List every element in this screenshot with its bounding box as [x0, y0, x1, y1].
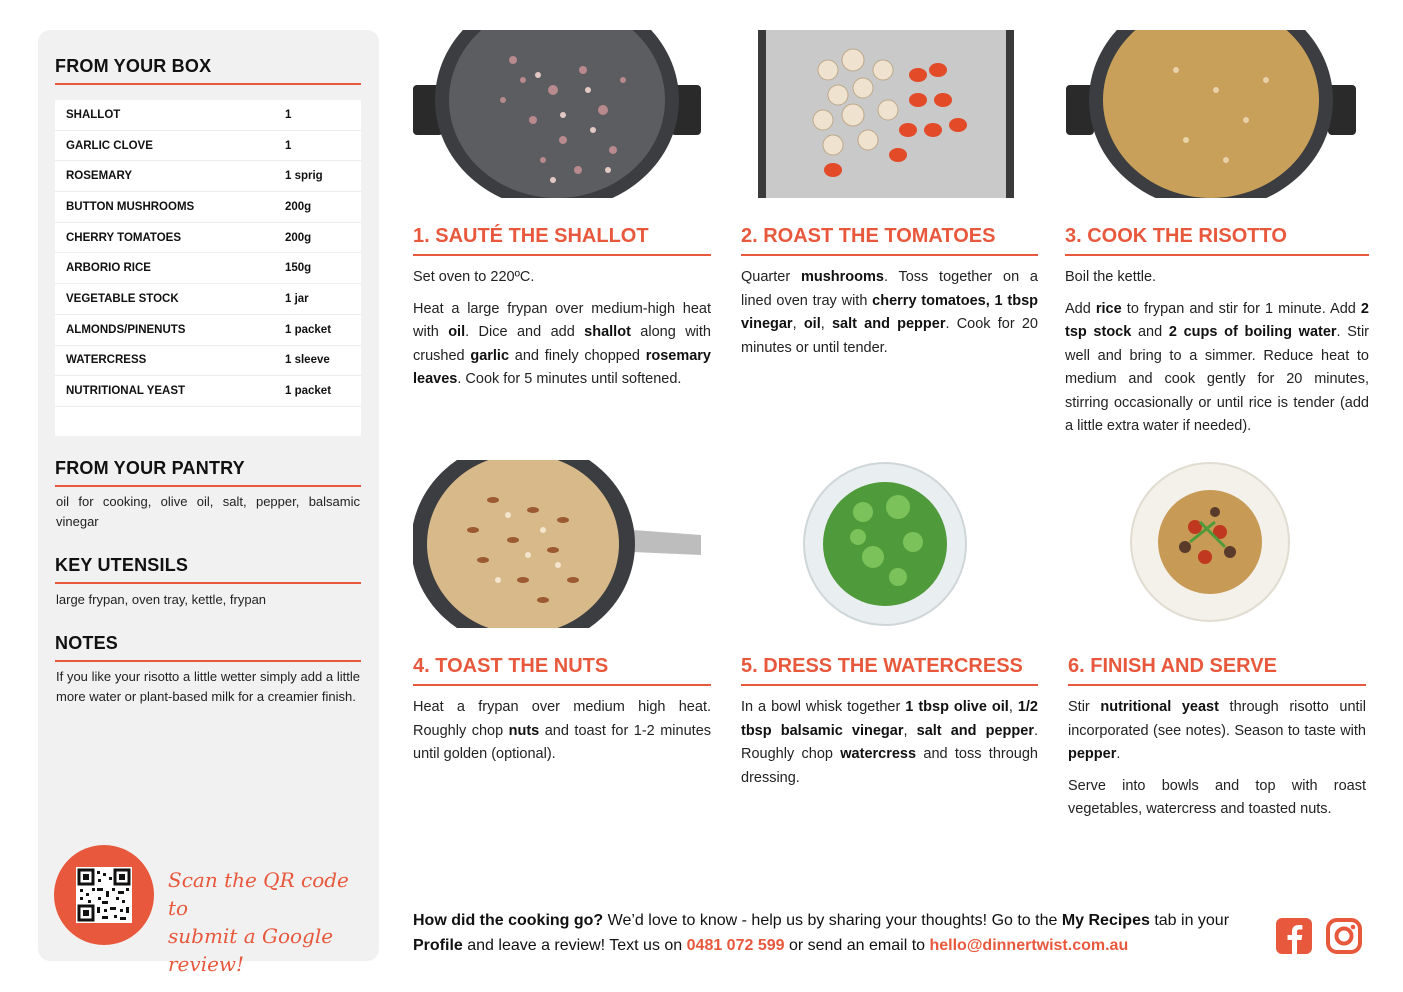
- qr-caption: [168, 866, 368, 978]
- ingredient-name: SHALLOT: [66, 108, 121, 121]
- step5-title: 5. DRESS THE WATERCRESS: [741, 655, 1038, 686]
- step2-title: 2. ROAST THE TOMATOES: [741, 225, 1038, 256]
- step2-photo: [758, 30, 1014, 198]
- footer-text-2: tab in your: [1149, 912, 1230, 929]
- ingredient-name: GARLIC CLOVE: [66, 139, 153, 152]
- ingredient-qty: 1: [285, 139, 292, 152]
- ingredient-row: [55, 253, 361, 284]
- utensils-heading: KEY UTENSILS: [55, 555, 361, 584]
- step2-text: Quarter mushrooms. Toss together on a lined oven tray with cherry tomatoes, 1 tbsp vinegar, oil, salt and pepper. Cook for 20 minutes or until tender.: [741, 269, 1039, 356]
- ingredient-row: [55, 100, 361, 131]
- step4-title: 4. TOAST THE NUTS: [413, 655, 711, 686]
- step4-photo: [413, 460, 701, 628]
- step1-title: 1. SAUTÉ THE SHALLOT: [413, 225, 711, 256]
- footer-question: How did the cooking go?: [413, 912, 604, 929]
- notes-text: If you like your risotto a little wetter simply add a little more water or plant-based milk for a creamier finish.: [56, 669, 360, 704]
- ingredient-row: [55, 131, 361, 162]
- ingredient-qty: 200g: [285, 231, 312, 244]
- pantry-heading: FROM YOUR PANTRY: [55, 458, 361, 487]
- ingredient-qty: 1: [285, 108, 292, 121]
- ingredient-row: [55, 223, 361, 254]
- step5-photo: [803, 462, 968, 627]
- ingredient-name: WATERCRESS: [66, 354, 147, 367]
- ingredient-qty: 150g: [285, 262, 312, 275]
- step6-text: Stir nutritional yeast through risotto until incorporated (see notes). Season to taste with pepper. Serve into bowls and top with roast vegetables, watercress and toasted nuts.: [1068, 699, 1367, 817]
- qr-code-icon[interactable]: [76, 867, 132, 923]
- step6-title: 6. FINISH AND SERVE: [1068, 655, 1366, 686]
- ingredient-row: [55, 284, 361, 315]
- footer-text-3: and leave a review! Text us on: [462, 937, 687, 954]
- ingredient-qty: 1 packet: [285, 323, 332, 336]
- facebook-icon[interactable]: [1275, 917, 1313, 955]
- feedback-footer: [413, 908, 1263, 958]
- ingredient-name: NUTRITIONAL YEAST: [66, 385, 186, 398]
- ingredient-row: [55, 346, 361, 377]
- ingredient-name: ARBORIO RICE: [66, 262, 151, 275]
- profile-link[interactable]: Profile: [413, 937, 463, 954]
- step3-text: Boil the kettle. Add rice to frypan and stir for 1 minute. Add 2 tsp stock and 2 cups of boiling water. Stir well and bring to a simmer. Reduce heat to medium and cook gently for 20 minutes, stirring occasionally or until rice is tender (add a little extra water if needed).: [1065, 269, 1369, 434]
- ingredient-qty: 1 jar: [285, 292, 309, 305]
- qr-caption-line2: submit a Google review!: [168, 924, 334, 976]
- qr-badge[interactable]: [54, 845, 154, 945]
- email-link[interactable]: hello@dinnertwist.com.au: [929, 937, 1129, 954]
- ingredient-qty: 1 sleeve: [285, 354, 330, 367]
- utensils-text: large frypan, oven tray, kettle, frypan: [56, 592, 267, 607]
- step6-photo: [1130, 462, 1290, 622]
- qr-caption-line1: Scan the QR code to: [168, 868, 349, 920]
- step1-photo: [413, 30, 701, 198]
- ingredient-name: CHERRY TOMATOES: [66, 231, 182, 244]
- ingredient-row: [55, 315, 361, 346]
- step5-text: In a bowl whisk together 1 tbsp olive oil, 1/2 tbsp balsamic vinegar, salt and pepper. Roughly chop watercress and toss through dressing.: [741, 699, 1039, 786]
- ingredient-qty: 1 packet: [285, 385, 332, 398]
- ingredient-name: ROSEMARY: [66, 170, 133, 183]
- step1-text: Set oven to 220ºC. Heat a large frypan over medium-high heat with oil. Dice and add shallot along with crushed garlic and finely chopped rosemary leaves. Cook for 5 minutes until softened.: [413, 269, 711, 387]
- ingredient-qty: 200g: [285, 200, 312, 213]
- ingredient-row: [55, 192, 361, 223]
- notes-heading: NOTES: [55, 633, 361, 662]
- box-heading: FROM YOUR BOX: [55, 56, 361, 85]
- footer-text-1: We’d love to know - help us by sharing your thoughts! Go to the: [603, 912, 1062, 929]
- ingredient-name: BUTTON MUSHROOMS: [66, 200, 195, 213]
- box-ingredients-table: [55, 100, 361, 436]
- ingredient-name: VEGETABLE STOCK: [66, 292, 179, 305]
- my-recipes-link[interactable]: My Recipes: [1061, 912, 1150, 929]
- ingredients-sidebar: [38, 30, 379, 976]
- instagram-icon[interactable]: [1325, 917, 1363, 955]
- pantry-text: oil for cooking, olive oil, salt, pepper, balsamic vinegar: [56, 494, 360, 529]
- step3-photo: [1066, 30, 1356, 198]
- step4-text: Heat a frypan over medium high heat. Roughly chop nuts and toast for 1-2 minutes until golden (optional).: [413, 699, 712, 762]
- ingredient-qty: 1 sprig: [285, 170, 323, 183]
- step3-title: 3. COOK THE RISOTTO: [1065, 225, 1369, 256]
- ingredient-name: ALMONDS/PINENUTS: [66, 323, 186, 336]
- ingredient-row: [55, 376, 361, 407]
- phone-link[interactable]: 0481 072 599: [686, 937, 785, 954]
- footer-text-4: or send an email to: [784, 937, 930, 954]
- ingredient-row: [55, 161, 361, 192]
